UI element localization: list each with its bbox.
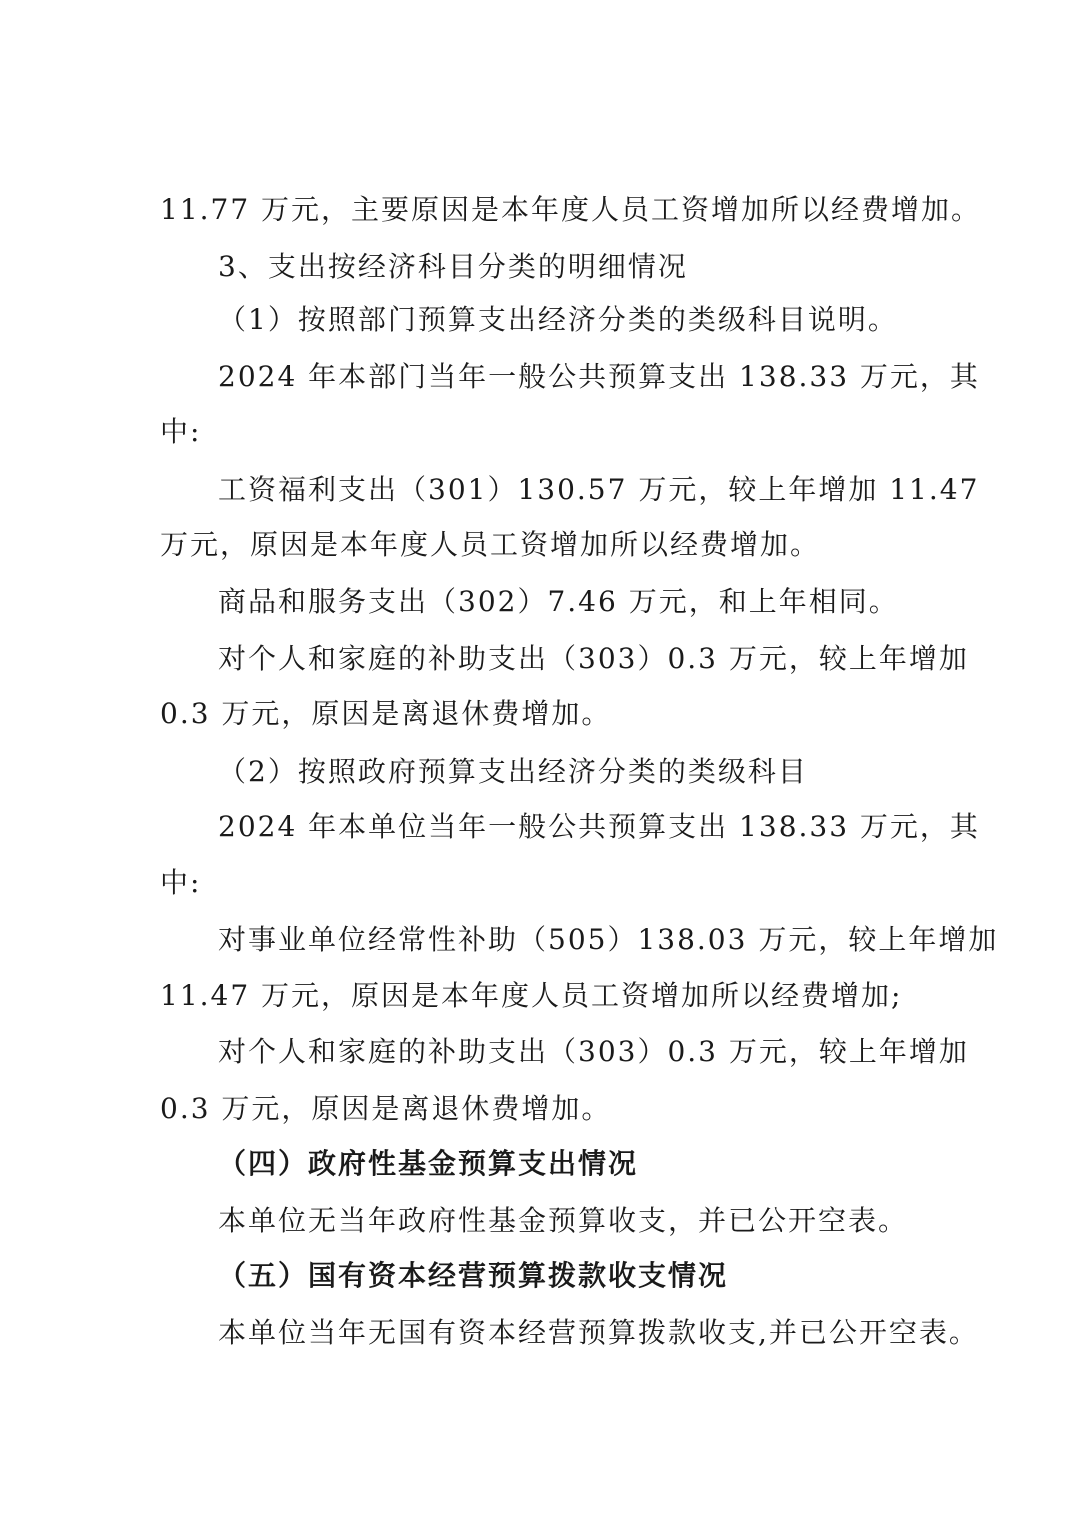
paragraph-line: 对个人和家庭的补助支出（303）0.3 万元，较上年增加 (218, 642, 969, 675)
paragraph-line: 万元，原因是本年度人员工资增加所以经费增加。 (160, 528, 821, 561)
paragraph-line: 中: (160, 415, 202, 448)
paragraph-line: （2）按照政府预算支出经济分类的类级科目 (218, 755, 808, 788)
paragraph-line: 中: (160, 866, 202, 899)
paragraph-line: 本单位无当年政府性基金预算收支，并已公开空表。 (218, 1204, 909, 1237)
paragraph-line: 对事业单位经常性补助（505）138.03 万元，较上年增加 (218, 923, 999, 956)
paragraph-line: 对个人和家庭的补助支出（303）0.3 万元，较上年增加 (218, 1035, 969, 1068)
paragraph-line: （1）按照部门预算支出经济分类的类级科目说明。 (218, 303, 898, 336)
section-heading: （四）政府性基金预算支出情况 (218, 1147, 639, 1180)
paragraph-line: 商品和服务支出（302）7.46 万元，和上年相同。 (218, 585, 899, 618)
paragraph-line: 工资福利支出（301）130.57 万元，较上年增加 11.47 (218, 473, 980, 506)
paragraph-line: 2024 年本单位当年一般公共预算支出 138.33 万元，其 (218, 810, 980, 843)
paragraph-line: 2024 年本部门当年一般公共预算支出 138.33 万元，其 (218, 360, 980, 393)
paragraph-line: 11.77 万元，主要原因是本年度人员工资增加所以经费增加。 (160, 193, 982, 226)
paragraph-line: 0.3 万元，原因是离退休费增加。 (160, 697, 612, 730)
paragraph-line: 11.47 万元，原因是本年度人员工资增加所以经费增加; (160, 979, 903, 1012)
paragraph-line: 0.3 万元，原因是离退休费增加。 (160, 1092, 612, 1125)
paragraph-line: 3、支出按经济科目分类的明细情况 (218, 250, 688, 283)
section-heading: （五）国有资本经营预算拨款收支情况 (218, 1259, 729, 1292)
paragraph-line: 本单位当年无国有资本经营预算拨款收支,并已公开空表。 (218, 1316, 979, 1349)
